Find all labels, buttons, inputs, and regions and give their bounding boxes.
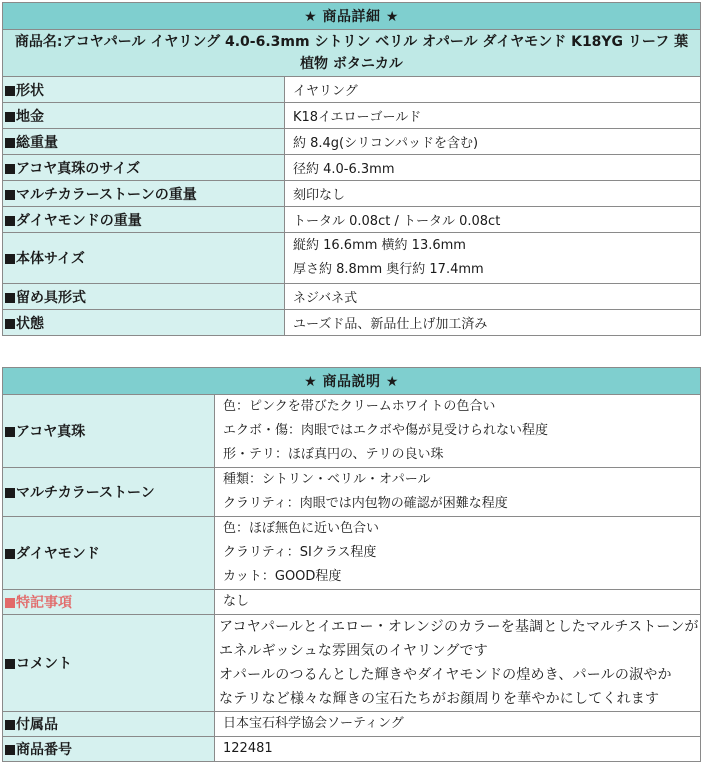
row-label: アコヤ真珠のサイズ bbox=[16, 160, 141, 177]
detail-header: ★ 商品詳細 ★ bbox=[3, 3, 701, 30]
row-label: 特記事項 bbox=[16, 595, 72, 611]
desc-row-pearl bbox=[3, 395, 701, 468]
row-value: 約 8.4g(シリコンパッドを含む) bbox=[285, 129, 701, 155]
detail-row bbox=[3, 181, 701, 207]
detail-table bbox=[2, 2, 701, 336]
bullet-square-icon bbox=[5, 745, 15, 755]
bullet-square-icon bbox=[5, 488, 15, 498]
desc-row-diamond bbox=[3, 517, 701, 590]
row-value: 刻印なし bbox=[285, 181, 701, 207]
desc-row-special bbox=[3, 590, 701, 615]
row-label: マルチカラーストーン bbox=[16, 485, 155, 501]
detail-row-size bbox=[3, 233, 701, 284]
comment-line: オパールのつるんとした輝きやダイヤモンドの煌めき、パールの淑やか bbox=[219, 667, 672, 683]
row-label: 状態 bbox=[16, 315, 44, 332]
desc-row-accessory bbox=[3, 712, 701, 737]
bullet-square-icon bbox=[5, 86, 15, 96]
detail-row bbox=[3, 77, 701, 103]
desc-line: 形・テリ：ほぼ真円の、テリの良い珠 bbox=[223, 447, 444, 462]
desc-line: 色：ほぼ無色に近い色合い bbox=[223, 521, 380, 536]
bullet-square-icon bbox=[5, 598, 15, 608]
row-value: 径約 4.0-6.3mm bbox=[285, 155, 701, 181]
bullet-square-icon bbox=[5, 659, 15, 669]
description-table bbox=[2, 367, 701, 762]
description-header: ★ 商品説明 ★ bbox=[3, 368, 701, 395]
comment-line: なテリなど様々な輝きの宝石たちがお顔周りを華やかにしてくれます bbox=[219, 691, 660, 707]
desc-row-stone bbox=[3, 468, 701, 517]
bullet-square-icon bbox=[5, 112, 15, 122]
row-value: ユーズド品、新品仕上げ加工済み bbox=[285, 310, 701, 336]
row-value: K18イエローゴールド bbox=[285, 103, 701, 129]
row-label: 地金 bbox=[16, 108, 44, 125]
row-label: コメント bbox=[16, 656, 72, 672]
row-value: トータル 0.08ct / トータル 0.08ct bbox=[285, 207, 701, 233]
row-label: 留め具形式 bbox=[16, 289, 86, 306]
row-label: ダイヤモンド bbox=[16, 546, 100, 562]
row-value: ネジバネ式 bbox=[285, 284, 701, 310]
bullet-square-icon bbox=[5, 164, 15, 174]
row-label: マルチカラーストーンの重量 bbox=[16, 186, 197, 203]
row-label: 形状 bbox=[16, 82, 44, 99]
comment-line: アコヤパールとイエロー・オレンジのカラーを基調としたマルチストーンが bbox=[219, 619, 699, 635]
detail-row bbox=[3, 284, 701, 310]
detail-row bbox=[3, 207, 701, 233]
desc-line: クラリティ：SIクラス程度 bbox=[223, 545, 377, 560]
bullet-square-icon bbox=[5, 319, 15, 329]
bullet-square-icon bbox=[5, 138, 15, 148]
bullet-square-icon bbox=[5, 190, 15, 200]
row-label: 商品番号 bbox=[16, 742, 72, 758]
bullet-square-icon bbox=[5, 293, 15, 303]
desc-line: エクボ・傷：肉眼ではエクボや傷が見受けられない程度 bbox=[223, 423, 549, 438]
row-label: 本体サイズ bbox=[16, 251, 85, 267]
row-value: 日本宝石科学協会ソーティング bbox=[215, 712, 701, 737]
detail-row bbox=[3, 103, 701, 129]
bullet-square-icon bbox=[5, 720, 15, 730]
desc-line: カット：GOOD程度 bbox=[223, 569, 342, 584]
product-title: 商品名:アコヤパール イヤリング 4.0-6.3mm シトリン ベリル オパール ダイヤモンド K18YG リーフ 葉 植物 ボタニカル bbox=[3, 30, 701, 77]
detail-row bbox=[3, 310, 701, 336]
detail-row bbox=[3, 155, 701, 181]
desc-line: 色：ピンクを帯びたクリームホワイトの色合い bbox=[223, 399, 496, 414]
desc-line: クラリティ：肉眼では内包物の確認が困難な程度 bbox=[223, 496, 508, 511]
row-value: イヤリング bbox=[285, 77, 701, 103]
bullet-square-icon bbox=[5, 254, 15, 264]
desc-row-number bbox=[3, 737, 701, 762]
size-line: 厚さ約 8.8mm 奥行約 17.4mm bbox=[293, 262, 484, 277]
desc-row-comment bbox=[3, 615, 701, 712]
row-label: 付属品 bbox=[16, 717, 58, 733]
bullet-square-icon bbox=[5, 427, 15, 437]
desc-line: 種類：シトリン・ベリル・オパール bbox=[223, 472, 431, 487]
size-line: 縦約 16.6mm 横約 13.6mm bbox=[293, 238, 466, 253]
row-value: 122481 bbox=[215, 737, 701, 762]
bullet-square-icon bbox=[5, 216, 15, 226]
row-label: ダイヤモンドの重量 bbox=[16, 212, 142, 229]
bullet-square-icon bbox=[5, 549, 15, 559]
row-label: アコヤ真珠 bbox=[16, 424, 86, 440]
row-value: なし bbox=[215, 590, 701, 615]
row-label: 総重量 bbox=[16, 134, 58, 151]
comment-line: エネルギッシュな雰囲気のイヤリングです bbox=[219, 643, 488, 659]
detail-row bbox=[3, 129, 701, 155]
